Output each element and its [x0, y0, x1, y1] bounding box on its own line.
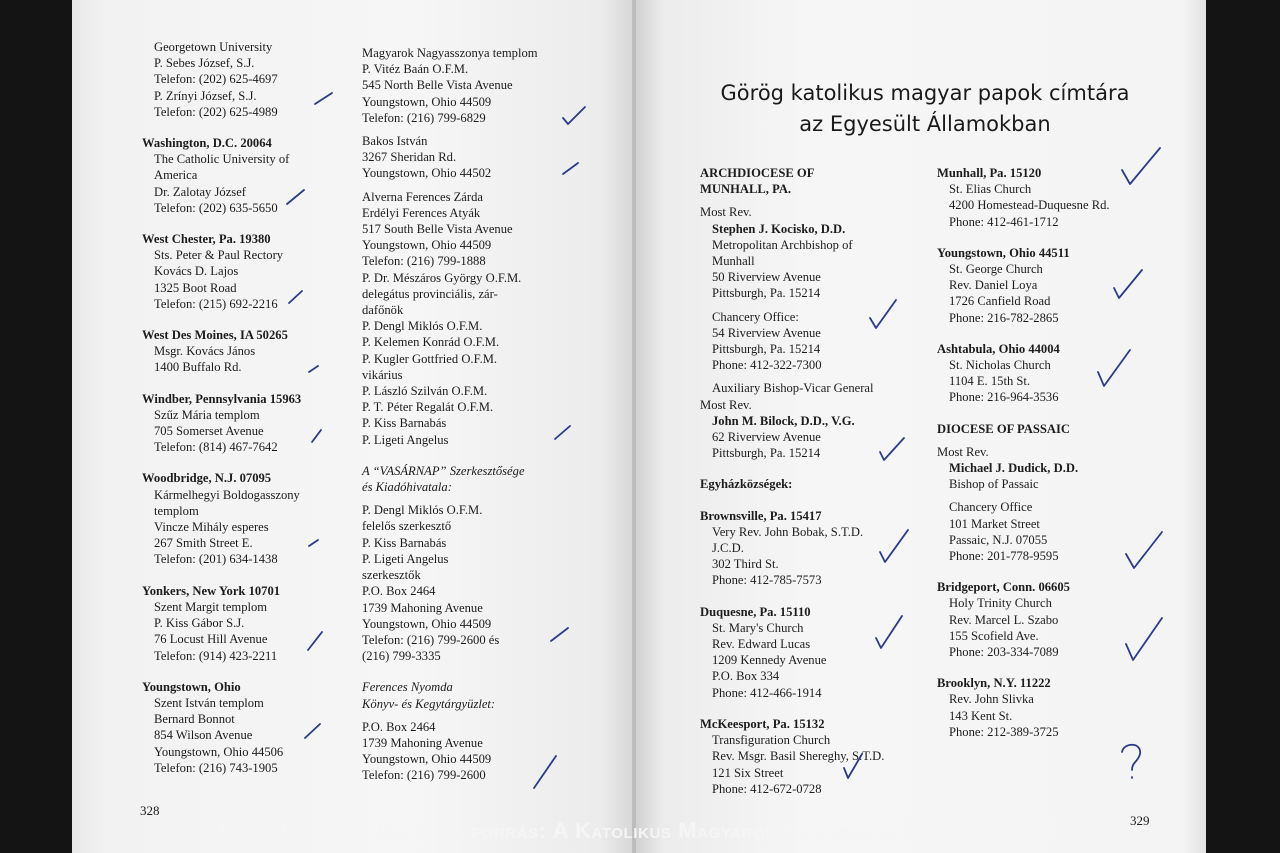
directory-entry [142, 231, 342, 312]
entry-line: Telefon: (202) 635-5650 [154, 200, 278, 215]
entry-line: 3267 Sheridan Rd. [362, 150, 457, 165]
pen-checkmark-icon [866, 296, 900, 332]
pen-checkmark-icon [1122, 528, 1166, 572]
entry-line: America [154, 168, 198, 183]
entry-line: 854 Wilson Avenue [154, 728, 253, 743]
entry-line: P. Dr. Mészáros György O.F.M. [362, 270, 522, 285]
entry-line: Rev. Daniel Loya [949, 278, 1038, 293]
entry-line: 705 Somerset Avenue [154, 424, 264, 439]
entry-line: Telefon: (216) 799-2600 [362, 768, 486, 783]
entry-heading: Bakos István [362, 134, 428, 149]
pen-checkmark-icon [876, 434, 908, 464]
entry-line: Phone: 412-785-7573 [712, 573, 822, 588]
pen-checkmark-icon [1118, 144, 1164, 188]
right-page-column-1 [700, 165, 930, 797]
entry-line: Kovács D. Lajos [154, 264, 239, 279]
entry-line: 101 Market Street [949, 516, 1040, 531]
entry-line: Pittsburgh, Pa. 15214 [712, 446, 821, 461]
entry-spacer [937, 230, 1177, 245]
entry-line: 267 Smith Street E. [154, 536, 253, 551]
entry-line: 302 Third St. [712, 557, 779, 572]
directory-entry [937, 675, 1177, 740]
directory-entry [362, 719, 602, 784]
entry-line: Telefon: (202) 625-4989 [154, 104, 278, 119]
entry-line: Telefon: (216) 799-2600 és [362, 632, 500, 647]
pen-checkmark-icon [552, 422, 574, 444]
left-page-column-2 [362, 45, 602, 784]
entry-spacer [142, 312, 342, 327]
left-page-column-1 [142, 39, 342, 776]
entry-line: Phone: 203-334-7089 [949, 645, 1059, 660]
directory-entry [937, 341, 1177, 406]
entry-line: Telefon: (216) 743-1905 [154, 760, 278, 775]
entry-line: Rev. Msgr. Basil Shereghy, S.T.D. [712, 749, 885, 764]
entry-heading: DIOCESE OF PASSAIC [937, 421, 1070, 436]
entry-line: Transfiguration Church [712, 733, 831, 748]
entry-heading: Ashtabula, Ohio 44004 [937, 341, 1060, 356]
entry-line: Phone: 201-778-9595 [949, 549, 1059, 564]
entry-line: 121 Six Street [712, 765, 784, 780]
entry-line: P. Ligeti Angelus [362, 551, 449, 566]
entry-heading: Chancery Office: [712, 309, 799, 324]
entry-line: P. Ligeti Angelus [362, 432, 449, 447]
directory-entry [937, 421, 1177, 437]
pen-question-mark-icon [1116, 740, 1150, 782]
entry-line: Phone: 412-322-7300 [712, 358, 822, 373]
entry-line: 1209 Kennedy Avenue [712, 653, 827, 668]
entry-spacer [142, 664, 342, 679]
entry-heading: Duquesne, Pa. 15110 [700, 604, 811, 619]
entry-spacer [700, 589, 930, 604]
entry-line: Stephen J. Kocisko, D.D. [712, 221, 846, 236]
entry-line: 1726 Canfield Road [949, 294, 1051, 309]
entry-spacer [142, 376, 342, 391]
entry-line: St. Mary's Church [712, 620, 804, 635]
entry-line: 545 North Belle Vista Avenue [362, 78, 513, 93]
entry-line: Very Rev. John Bobak, S.T.D. [712, 524, 864, 539]
entry-line: P.O. Box 2464 [362, 584, 436, 599]
entry-heading: A “VASÁRNAP” Szerkesztősége [362, 463, 525, 478]
pen-checkmark-icon [308, 426, 326, 446]
entry-heading: Washington, D.C. 20064 [142, 136, 272, 151]
entry-line: Bishop of Passaic [949, 477, 1039, 492]
entry-line: Phone: 216-782-2865 [949, 310, 1059, 325]
directory-entry [700, 204, 930, 301]
entry-line: 517 South Belle Vista Avenue [362, 222, 513, 237]
entry-heading: West Des Moines, IA 50265 [142, 328, 288, 343]
entry-line: MUNHALL, PA. [700, 182, 792, 197]
entry-line: Youngstown, Ohio 44506 [154, 744, 284, 759]
entry-line: Pittsburgh, Pa. 15214 [712, 286, 821, 301]
pen-checkmark-icon [560, 160, 582, 180]
entry-heading: Auxiliary Bishop-Vicar General [712, 381, 874, 396]
entry-line: Rev. John Slivka [949, 692, 1034, 707]
pen-checkmark-icon [302, 720, 324, 742]
entry-line: Kármelhegyi Boldogasszony [154, 487, 300, 502]
entry-spacer [362, 495, 602, 502]
entry-line: delegátus provinciális, zár- [362, 286, 498, 301]
entry-line: P. Kiss Gábor S.J. [154, 616, 245, 631]
entry-line: Erdélyi Ferences Atyák [362, 205, 481, 220]
entry-line: Phone: 412-672-0728 [712, 781, 822, 796]
entry-line: Sts. Peter & Paul Rectory [154, 248, 284, 263]
entry-line: 76 Locust Hill Avenue [154, 632, 268, 647]
entry-line: Youngstown, Ohio 44509 [362, 94, 492, 109]
entry-line: 54 Riverview Avenue [712, 325, 821, 340]
entry-heading: Youngstown, Ohio [142, 679, 241, 694]
entry-line: 1104 E. 15th St. [949, 374, 1031, 389]
entry-spacer [142, 568, 342, 583]
entry-heading: Munhall, Pa. 15120 [937, 166, 1042, 180]
pen-checkmark-icon [1122, 614, 1166, 664]
entry-heading: Egyházközségek: [700, 477, 793, 492]
entry-heading: Woodbridge, N.J. 07095 [142, 471, 272, 486]
entry-line: Szent István templom [154, 695, 264, 710]
entry-line: Youngstown, Ohio 44509 [362, 616, 492, 631]
directory-entry [362, 189, 602, 448]
entry-line: Most Rev. [700, 397, 752, 412]
entry-line: Metropolitan Archbishop of [712, 237, 853, 252]
entry-line: Vincze Mihály esperes [154, 520, 269, 535]
entry-line: P. T. Péter Regalát O.F.M. [362, 400, 494, 415]
entry-line: Michael J. Dudick, D.D. [949, 461, 1079, 476]
entry-heading: West Chester, Pa. 19380 [142, 232, 271, 247]
pen-checkmark-icon [548, 624, 572, 646]
entry-line: P. Kiss Barnabás [362, 416, 447, 431]
entry-line: Telefon: (201) 634-1438 [154, 552, 278, 567]
entry-line: Youngstown, Ohio 44509 [362, 238, 492, 253]
directory-entry [142, 470, 342, 567]
entry-line: Phone: 212-389-3725 [949, 724, 1059, 739]
entry-line: Telefon: (216) 799-6829 [362, 110, 486, 125]
entry-line: (216) 799-3335 [362, 649, 441, 664]
entry-line: Telefon: (814) 467-7642 [154, 440, 278, 455]
directory-entry [700, 165, 930, 197]
entry-spacer [362, 448, 602, 463]
entry-line: Telefon: (215) 692-2216 [154, 296, 278, 311]
entry-spacer [937, 406, 1177, 421]
entry-line: Pittsburgh, Pa. 15214 [712, 342, 821, 357]
pen-checkmark-icon [304, 628, 326, 654]
entry-line: Szűz Mária templom [154, 407, 260, 422]
entry-line: Phone: 412-466-1914 [712, 685, 822, 700]
entry-line: P. Dengl Miklós O.F.M. [362, 319, 483, 334]
entry-line: 1400 Buffalo Rd. [154, 360, 242, 375]
entry-spacer [700, 701, 930, 716]
entry-heading: Georgetown University [154, 40, 273, 54]
title-line-1: Görög katolikus magyar papok címtára [720, 81, 1130, 105]
entry-line: 4200 Homestead-Duquesne Rd. [949, 198, 1110, 213]
entry-line: St. George Church [949, 262, 1043, 277]
entry-line: és Kiadóhivatala: [362, 480, 452, 495]
entry-heading: Brooklyn, N.Y. 11222 [937, 676, 1051, 691]
entry-line: felelős szerkesztő [362, 519, 452, 534]
entry-heading: Alverna Ferences Zárda [362, 189, 483, 204]
entry-heading: Most Rev. [700, 205, 752, 220]
entry-line: Rev. Edward Lucas [712, 637, 811, 652]
directory-title [680, 78, 1170, 140]
entry-line: 1739 Mahoning Avenue [362, 600, 483, 615]
entry-heading: Ferences Nyomda [362, 680, 453, 695]
entry-line: 1325 Boot Road [154, 280, 237, 295]
pen-checkmark-icon [530, 752, 560, 792]
entry-heading: Windber, Pennsylvania 15963 [142, 391, 302, 406]
entry-line: vikárius [362, 367, 403, 382]
entry-line: 155 Scofield Ave. [949, 628, 1039, 643]
entry-spacer [700, 493, 930, 508]
pen-checkmark-icon [1110, 266, 1146, 302]
entry-line: 1739 Mahoning Avenue [362, 735, 483, 750]
entry-line: szerkesztők [362, 568, 421, 583]
pen-checkmark-icon [840, 750, 866, 782]
page-number-right: 329 [1130, 813, 1150, 828]
entry-line: P.O. Box 334 [712, 669, 780, 684]
entry-line: Youngstown, Ohio 44509 [362, 752, 492, 767]
entry-spacer [142, 120, 342, 135]
entry-line: Dr. Zalotay József [154, 184, 246, 199]
entry-line: Telefon: (914) 423-2211 [154, 648, 278, 663]
entry-spacer [937, 492, 1177, 499]
entry-heading: McKeesport, Pa. 15132 [700, 716, 825, 731]
entry-line: Holy Trinity Church [949, 596, 1052, 611]
directory-entry [937, 444, 1177, 493]
entry-spacer [362, 182, 602, 189]
entry-spacer [700, 197, 930, 204]
entry-line: P. Kiss Barnabás [362, 535, 447, 550]
entry-spacer [937, 437, 1177, 444]
entry-line: Phone: 412-461-1712 [949, 214, 1059, 229]
entry-heading: Magyarok Nagyasszonya templom [362, 46, 538, 60]
entry-line: P. Sebes József, S.J. [154, 56, 255, 71]
entry-line: P. Kugler Gottfried O.F.M. [362, 351, 498, 366]
entry-line: Könyv- és Kegytárgyüzlet: [362, 696, 496, 711]
entry-heading: P.O. Box 2464 [362, 719, 436, 734]
pen-checkmark-icon [1094, 346, 1134, 390]
entry-line: Rev. Marcel L. Szabo [949, 612, 1059, 627]
entry-line: Youngstown, Ohio 44502 [362, 166, 492, 181]
entry-line: 143 Kent St. [949, 708, 1013, 723]
entry-line: P. Zrínyi József, S.J. [154, 88, 257, 103]
entry-line: templom [154, 503, 199, 518]
entry-line: St. Nicholas Church [949, 358, 1051, 373]
entry-spacer [362, 664, 602, 679]
entry-line: St. Elias Church [949, 182, 1032, 197]
directory-entry [700, 476, 930, 492]
book-spine [632, 0, 636, 853]
entry-line: P. László Szilván O.F.M. [362, 384, 488, 399]
entry-line: John M. Bilock, D.D., V.G. [712, 413, 855, 428]
entry-heading: Yonkers, New York 10701 [142, 583, 281, 598]
entry-line: Passaic, N.J. 07055 [949, 532, 1048, 547]
directory-entry [700, 716, 930, 797]
pen-checkmark-icon [872, 612, 906, 652]
entry-line: Munhall [712, 254, 755, 269]
pen-checkmark-icon [286, 288, 306, 308]
entry-spacer [142, 216, 342, 231]
entry-line: 50 Riverview Avenue [712, 270, 821, 285]
title-line-2: az Egyesült Államokban [799, 112, 1051, 136]
entry-line: P. Kelemen Konrád O.F.M. [362, 335, 500, 350]
directory-entry [142, 135, 342, 216]
pen-checkmark-icon [306, 536, 322, 550]
page-number-left: 328 [140, 803, 160, 818]
entry-heading: Brownsville, Pa. 15417 [700, 508, 822, 523]
pen-checkmark-icon [284, 186, 308, 210]
entry-line: dafőnök [362, 303, 404, 318]
entry-spacer [700, 373, 930, 380]
entry-spacer [937, 326, 1177, 341]
photo-credit-caption: Fotó: Dr. Tóth Gergely, forrás: A Katolikus Magyarok Vasárnapja Évkönyve, 1987 [218, 818, 1062, 843]
entry-line: J.C.D. [712, 541, 744, 556]
pen-checkmark-icon [876, 526, 912, 566]
entry-heading: ARCHDIOCESE OF [700, 166, 815, 180]
entry-line: Msgr. Kovács János [154, 344, 256, 359]
entry-heading: Chancery Office [949, 500, 1033, 515]
entry-line: Szent Margit templom [154, 599, 268, 614]
entry-line: Telefon: (202) 625-4697 [154, 72, 278, 87]
entry-line: P. Vitéz Baán O.F.M. [362, 62, 469, 77]
entry-line: Phone: 216-964-3536 [949, 390, 1059, 405]
pen-checkmark-icon [560, 104, 588, 128]
directory-entry [362, 463, 602, 495]
entry-line: 62 Riverview Avenue [712, 430, 821, 445]
entry-heading: P. Dengl Miklós O.F.M. [362, 503, 483, 518]
entry-line: Telefon: (216) 799-1888 [362, 254, 486, 269]
pen-checkmark-icon [306, 362, 322, 376]
entry-heading: Most Rev. [937, 444, 989, 459]
pen-checkmark-icon [312, 90, 336, 110]
entry-heading: Bridgeport, Conn. 06605 [937, 580, 1070, 595]
entry-spacer [362, 712, 602, 719]
entry-line: Bernard Bonnot [154, 712, 235, 727]
entry-heading: Youngstown, Ohio 44511 [937, 245, 1070, 260]
entry-line: The Catholic University of [154, 152, 290, 167]
directory-entry [362, 679, 602, 711]
entry-spacer [142, 455, 342, 470]
